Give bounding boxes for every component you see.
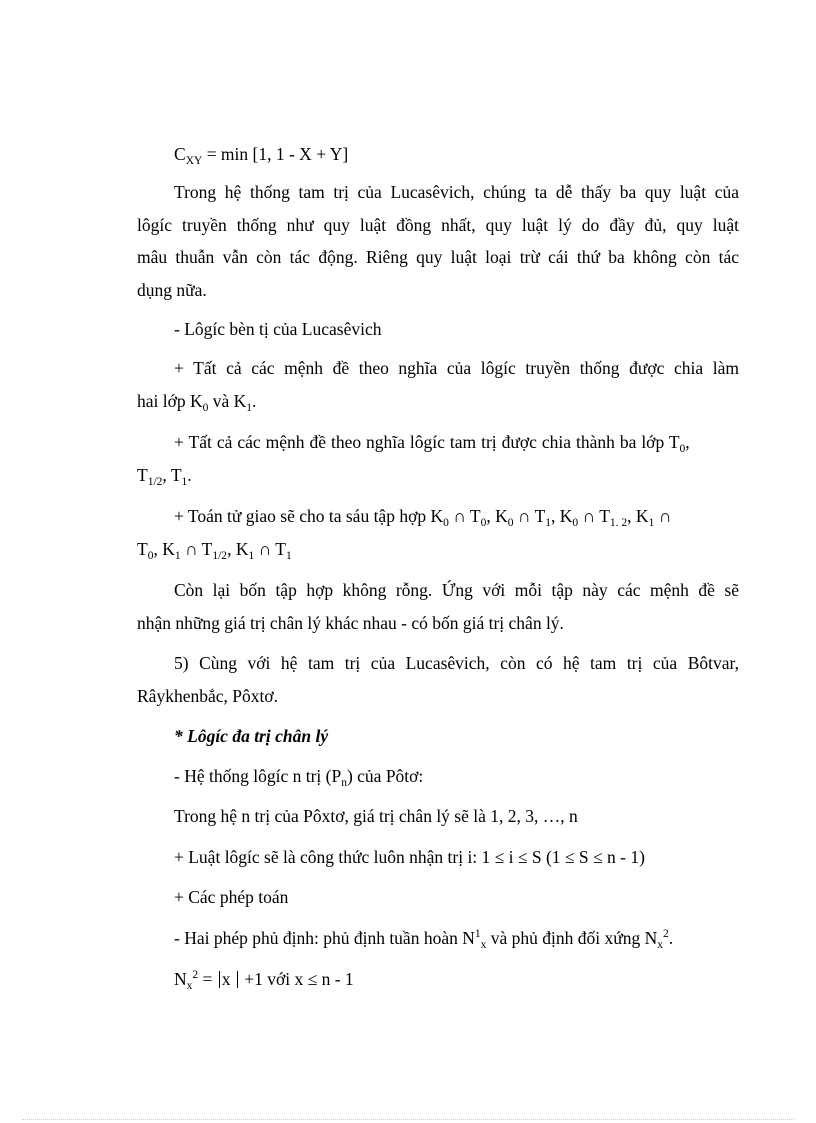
para1-line3: mâu thuẫn vẫn còn tác động. Riêng quy luật loại trừ cái thứ ba không còn tác — [137, 247, 739, 267]
law-line: + Luật lôgíc sẽ là công thức luôn nhận trị i: 1 ≤ i ≤ S (1 ≤ S ≤ n - 1) — [174, 847, 645, 867]
item2-line1: + Tất cả các mệnh đề theo nghĩa lôgíc tam trị được chia thành ba lớp $T_0$, — [174, 432, 690, 455]
footer-rule — [22, 1119, 794, 1120]
system-line: - Hệ thống lôgíc n trị $(P_n)$ của Pôtơ: — [174, 766, 424, 789]
para3-line1: 5) Cùng với hệ tam trị của Lucasêvich, còn có hệ tam trị của Bôtvar, — [174, 653, 739, 673]
para1-line1: Trong hệ thống tam trị của Lucasêvich, chúng ta dễ thấy ba quy luật của — [174, 182, 739, 202]
abs-bar-right — [237, 971, 238, 988]
negation-line: - Hai phép phủ định: phủ định tuần hoàn $N^1_x$ và phủ định đối xứng $N_x^2$. — [174, 928, 674, 951]
item2-line2: $T_{1/2}$, $T_1$. — [137, 465, 192, 488]
para3-line2: Râykhenbắc, Pôxtơ. — [137, 686, 278, 706]
abs-bar-left — [219, 971, 220, 988]
para2-line1: Còn lại bốn tập hợp không rỗng. Ứng với mỗi tập này các mệnh đề sẽ — [174, 580, 739, 600]
section-heading: * Lôgíc đa trị chân lý — [174, 726, 329, 746]
para1-line4: dụng nữa. — [137, 280, 207, 300]
item3-line1: + Toán tử giao sẽ cho ta sáu tập hợp $K_0$ ∩ $T_0$, $K_0$ ∩ $T_1$, $K_0$ ∩ $T_{1. 2}$, $K_1$ ∩ — [174, 506, 672, 529]
para2-line2: nhận những giá trị chân lý khác nhau - có bốn giá trị chân lý. — [137, 613, 564, 633]
item3-line2: $T_0$, $K_1$ ∩ $T_{1/2}$, $K_1$ ∩ $T_1$ — [137, 539, 292, 562]
formula-nx: $N_x^2 = x +1$ với x ≤ n - 1 — [174, 969, 354, 992]
heading-bentri: - Lôgíc bèn tị của Lucasêvich — [174, 319, 382, 339]
para1-line2: lôgíc truyền thống như quy luật đồng nhất, quy luật lý do đầy đủ, quy luật — [137, 215, 739, 235]
item1-line2: hai lớp $K_0$ và $K_1$. — [137, 391, 257, 414]
item1-line1: + Tất cả các mệnh đề theo nghĩa của lôgíc truyền thống được chia làm — [174, 358, 739, 378]
operations-line: + Các phép toán — [174, 887, 289, 907]
formula-cxy: $C_{XY} = \min [1$, 1 - X + Y] — [174, 144, 349, 167]
values-line: Trong hệ n trị của Pôxtơ, giá trị chân lý sẽ là 1, 2, 3, …, n — [174, 806, 578, 826]
